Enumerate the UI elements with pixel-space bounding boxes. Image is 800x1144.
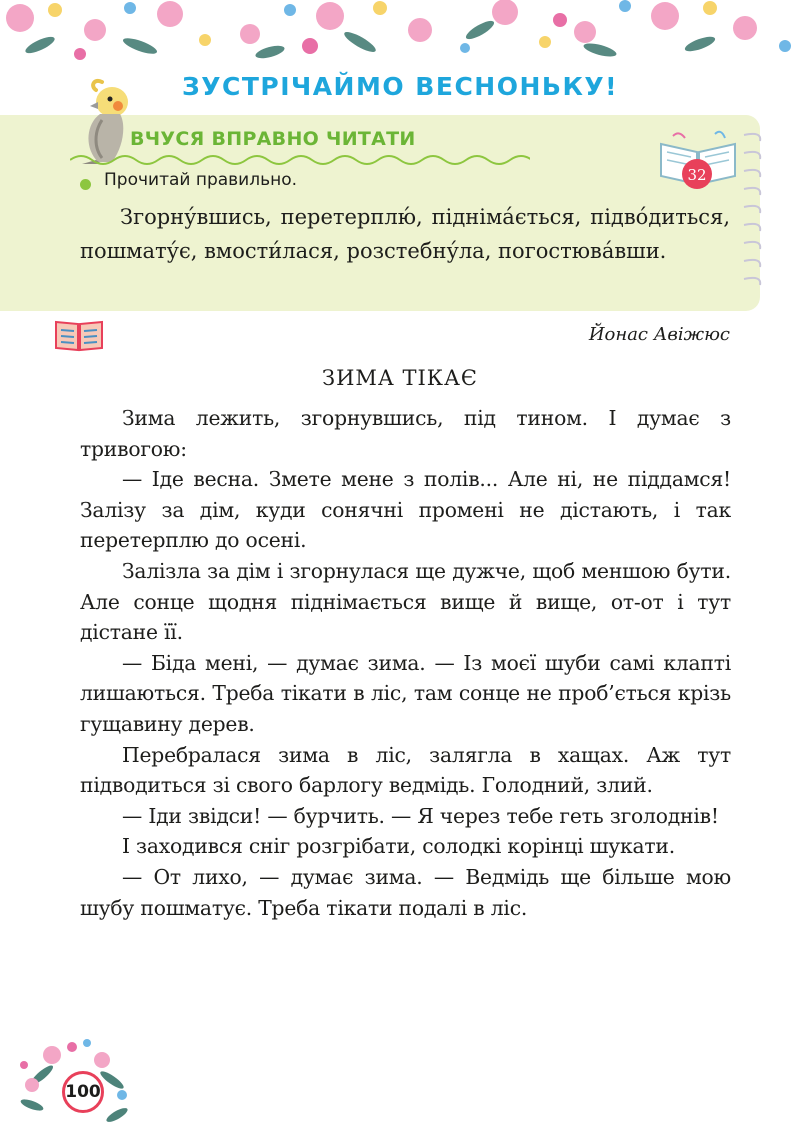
story-paragraph: — Біда мені, — думає зима. — Із моєї шуби самі клапті лишаються. Треба тікати в ліс, там сонце не проб’ється крізь гущавину дерев. xyxy=(80,650,731,736)
exercise-words: Згорну́вшись, перетерплю́, підніма́ється, підво́диться, пошмату́є, вмости́лася, розстебну́ла, погостюва́вши. xyxy=(80,205,730,263)
reading-book-icon xyxy=(54,318,104,352)
story-paragraph: І заходився сніг розгрібати, солодкі корінці шукати. xyxy=(122,834,675,859)
story-paragraph: — Іде весна. Змете мене з полів... Але ні, не піддамся! Залізу за дім, куди сонячні промені не дістають, і так перетерплю до осені. xyxy=(80,467,731,553)
story-paragraph: Перебралася зима в ліс, залягла в хащах. Аж тут підводиться зі свого барлогу ведмідь. Голодний, злий. xyxy=(80,742,731,798)
exercise-heading: ВЧУСЯ ВПРАВНО ЧИТАТИ xyxy=(130,128,416,150)
section-title: ЗУСТРІЧАЙМО ВЕСНОНЬКУ! xyxy=(181,72,619,101)
exercise-number-badge xyxy=(655,130,743,192)
exercise-instruction: Прочитай правильно. xyxy=(104,170,298,190)
floral-header-decoration xyxy=(0,0,800,70)
bullet-icon xyxy=(80,179,91,190)
spiral-binding-decoration xyxy=(740,125,770,305)
story-title: ЗИМА ТІКАЄ xyxy=(321,366,478,390)
story-paragraph: — Іди звідси! — бурчить. — Я через тебе геть зголоднів! xyxy=(122,803,719,828)
story-paragraph: Зима лежить, згорнувшись, під тином. І думає з тривогою: xyxy=(80,406,731,461)
story-paragraph: Залізла за дім і згорнулася ще дужче, щоб меншою бути. Але сонце щодня піднімається вище й вище, от-от і тут дістане її. xyxy=(80,558,731,645)
exercise-number: 32 xyxy=(687,166,707,184)
wavy-divider xyxy=(70,152,530,168)
page-number: 100 xyxy=(62,1071,104,1113)
story-paragraph: — От лихо, — думає зима. — Ведмідь ще більше мою шубу пошматує. Треба тікати подалі в ліс. xyxy=(80,864,731,920)
parrot-illustration xyxy=(72,76,138,164)
story-text xyxy=(80,403,731,923)
open-book-icon xyxy=(655,130,743,192)
story-author: Йонас Авіжюс xyxy=(588,324,730,345)
